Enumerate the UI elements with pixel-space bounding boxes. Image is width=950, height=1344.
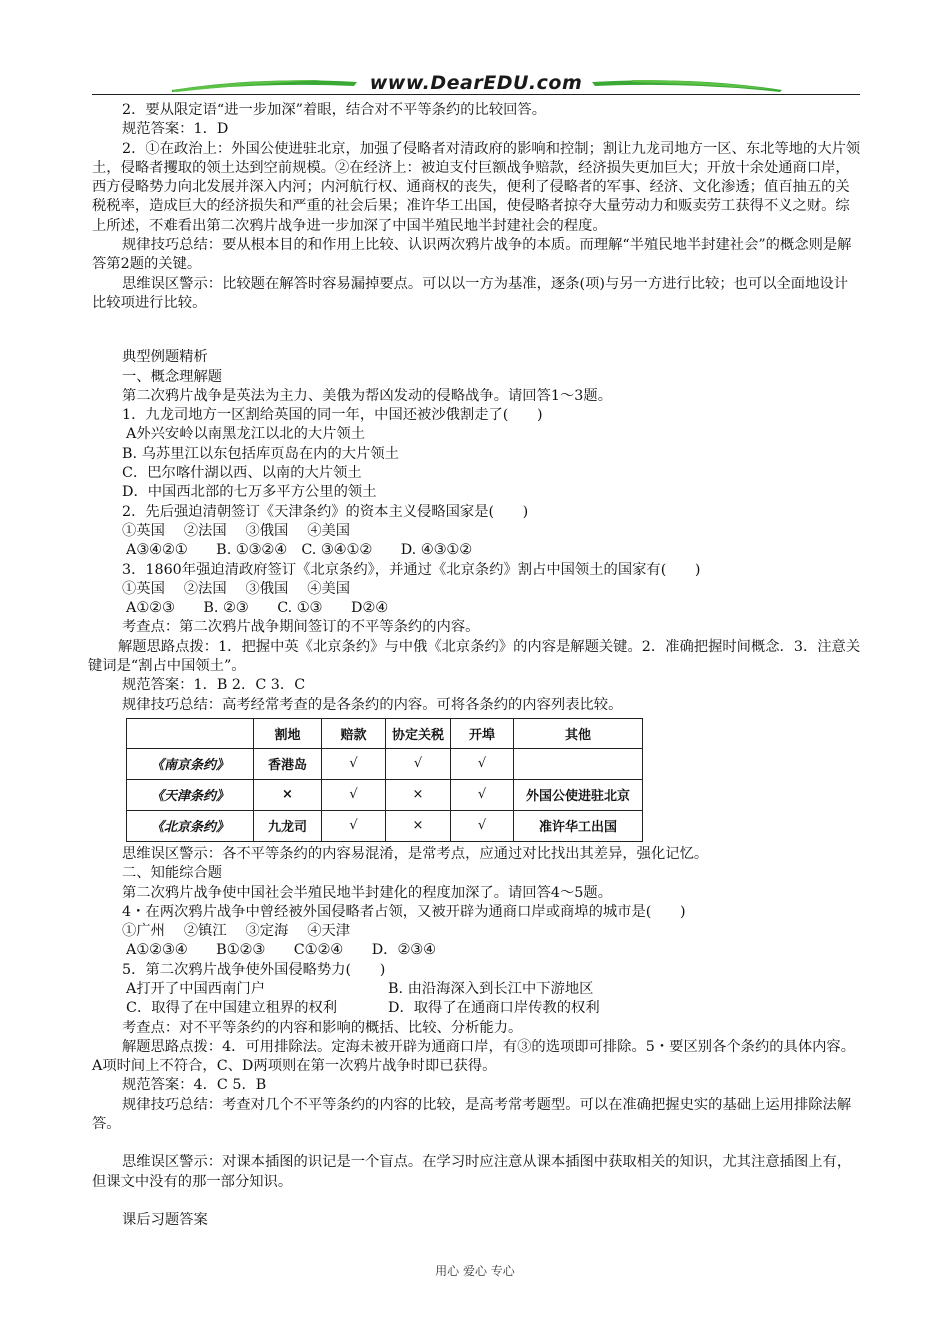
question-intro: 第二次鸦片战争使中国社会半殖民地半封建化的程度加深了。请回答4～5题。 — [122, 884, 612, 901]
misconception-warning: 思维误区警示：各不平等条约的内容易混淆，是常考点，应通过对比找出其差异，强化记忆。 — [122, 845, 709, 862]
table-cell — [514, 748, 643, 779]
spacer — [92, 313, 862, 332]
table-row — [127, 779, 643, 810]
exam-point: 考查点：对不平等条约的内容和影响的概括、比较、分析能力。 — [122, 1019, 523, 1036]
option-c: C．巴尔喀什湖以西、以南的大片领土 — [122, 465, 362, 482]
question-3-options: A①②③ B. ②③ C. ①③ D②④ — [126, 600, 389, 617]
solution-hint: 解题思路点拨：1．把握中英《北京条约》与中俄《北京条约》的内容是解题关键。2．准确把握时间概念．3．注意关键词是“割占中国领土”。 — [88, 638, 861, 675]
table-cell: √ — [451, 748, 514, 779]
exam-point: 考查点：第二次鸦片战争期间签订的不平等条约的内容。 — [122, 619, 480, 636]
table-cell: √ — [322, 810, 386, 841]
question-3-items: ①英国 ②法国 ③俄国 ④美国 — [122, 580, 351, 597]
table-cell: 香港岛 — [254, 748, 322, 779]
table-header-cell: 开埠 — [451, 718, 514, 748]
document-body — [88, 101, 862, 1230]
table-header-cell: 协定关税 — [386, 718, 451, 748]
table-cell: × — [386, 810, 451, 841]
paragraph: 2．①在政治上：外国公使进驻北京，加强了侵略者对清政府的影响和控制；割让九龙司地方一区、东北等地的大片领土，侵略者攫取的领土达到空前规模。②在经济上：被迫支付巨额战争赔款，经济损失更加巨大；开放十余处通商口岸，西方侵略势力向北发展并深入内河；内河航行权、通商权的丧失，便利了侵略者的军事、经济、文化渗透；值百抽五的关税税率，造成巨大的经济损失和严重的社会后果；准许华工出国，使侵略者掠夺大量劳动力和贩卖劳工获得不义之财。综上所述，不难看出第二次鸦片战争进一步加深了中国半殖民地半封建社会的程度。 — [92, 140, 861, 234]
standard-answer: 规范答案：1．B 2．C 3．C — [122, 677, 306, 694]
treaty-comparison-table — [126, 718, 643, 842]
question-2-options: A③④②① B. ①③②④ C. ③④①② D. ④③①② — [126, 542, 473, 559]
table-cell: 《北京条约》 — [127, 810, 254, 841]
table-cell: 《南京条约》 — [127, 748, 254, 779]
site-logo-text[interactable]: www.DearEDU.com — [369, 72, 583, 94]
question-3: 3．1860年强迫清政府签订《北京条约》，并通过《北京条约》割占中国领土的国家有( ) — [122, 561, 701, 578]
part-heading: 一、概念理解题 — [122, 368, 223, 385]
table-cell: √ — [386, 748, 451, 779]
question-4-items: ①广州 ②镇江 ③定海 ④天津 — [122, 923, 351, 940]
option-a: A打开了中国西南门户 — [126, 980, 265, 997]
paragraph: 思维误区警示：比较题在解答时容易漏掉要点。可以以一方为基准，逐条(项)与另一方进行比较；也可以全面地设计比较项进行比较。 — [92, 275, 848, 311]
table-cell: √ — [322, 748, 386, 779]
table-header-cell — [127, 718, 254, 748]
technique-summary: 规律技巧总结：高考经常考查的是各条约的内容。可将各条约的内容列表比较。 — [122, 696, 623, 713]
solution-hint: 解题思路点拨：4．可用排除法。定海未被开辟为通商口岸，有③的选项即可排除。5・要区别各个条约的具体内容。A项时间上不符合，C、D两项则在第一次鸦片战争时即已获得。 — [92, 1038, 856, 1075]
question-5-options-cd — [92, 999, 862, 1018]
paragraph: 2．要从限定语“进一步加深”着眼，结合对不平等条约的比较回答。 — [122, 102, 547, 118]
option-b: B. 乌苏里江以东包括库页岛在内的大片领土 — [122, 445, 399, 462]
question-2-items: ①英国 ②法国 ③俄国 ④美国 — [122, 522, 351, 539]
spacer — [92, 1192, 862, 1211]
table-row — [127, 810, 643, 841]
question-5: 5．第二次鸦片战争使外国侵略势力( ) — [122, 961, 386, 978]
table-cell: √ — [451, 779, 514, 810]
option-d: D．中国西北部的七万多平方公里的领土 — [122, 484, 377, 501]
after-class-heading: 课后习题答案 — [122, 1211, 208, 1228]
question-4: 4・在两次鸦片战争中曾经被外国侵略者占领，又被开辟为通商口岸或商埠的城市是( ) — [122, 903, 686, 920]
table-header-cell: 割地 — [254, 718, 322, 748]
option-b: B. 由沿海深入到长江中下游地区 — [388, 980, 594, 997]
table-cell: √ — [322, 779, 386, 810]
table-cell: √ — [451, 810, 514, 841]
table-header-cell: 赔款 — [322, 718, 386, 748]
question-5-options-ab — [92, 980, 862, 999]
question-1: 1．九龙司地方一区割给英国的同一年，中国还被沙俄割走了( ) — [122, 407, 543, 424]
spacer — [92, 1134, 862, 1153]
table-cell: 准许华工出国 — [514, 810, 643, 841]
standard-answer: 规范答案：4．C 5．B — [122, 1077, 267, 1094]
option-a: A外兴安岭以南黑龙江以北的大片领土 — [126, 426, 366, 443]
table-cell: 外国公使进驻北京 — [514, 779, 643, 810]
technique-summary: 规律技巧总结：考查对几个不平等条约的内容的比较，是高考常考题型。可以在准确把握史实的基础上运用排除法解答。 — [92, 1096, 852, 1133]
table-header-row — [127, 718, 643, 748]
table-row — [127, 748, 643, 779]
header-rule — [92, 94, 860, 95]
table-cell: × — [254, 779, 322, 810]
table-cell: × — [386, 779, 451, 810]
table-header-cell: 其他 — [514, 718, 643, 748]
question-4-options: A①②③④ B①②③ C①②④ D．②③④ — [126, 942, 436, 959]
part-heading: 二、知能综合题 — [122, 865, 223, 882]
paragraph: 规范答案：1．D — [122, 121, 229, 138]
paragraph: 规律技巧总结：要从根本目的和作用上比较、认识两次鸦片战争的本质。而理解“半殖民地半封建社会”的概念则是解答第2题的关键。 — [92, 237, 852, 273]
section-title: 典型例题精析 — [122, 349, 208, 366]
question-intro: 第二次鸦片战争是英法为主力、美俄为帮凶发动的侵略战争。请回答1～3题。 — [122, 387, 612, 404]
option-c: C．取得了在中国建立租界的权利 — [126, 1000, 338, 1017]
spacer — [92, 332, 862, 348]
misconception-warning: 思维误区警示：对课本插图的识记是一个盲点。在学习时应注意从课本插图中获取相关的知识，尤其注意插图上有，但课文中没有的那一部分知识。 — [92, 1154, 852, 1190]
page-footer: 用心 爱心 专心 — [435, 1264, 515, 1278]
option-d: D．取得了在通商口岸传教的权利 — [388, 1000, 600, 1017]
table-cell: 《天津条约》 — [127, 779, 254, 810]
question-2: 2．先后强迫清朝签订《天津条约》的资本主义侵略国家是( ) — [122, 503, 529, 520]
table-cell: 九龙司 — [254, 810, 322, 841]
